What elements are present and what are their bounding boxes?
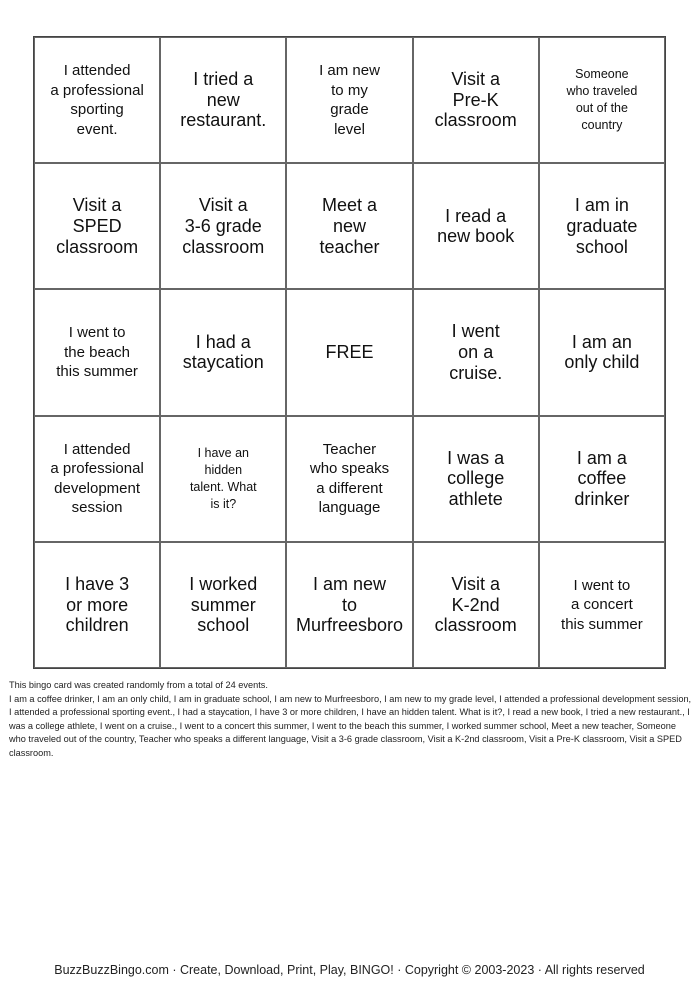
bingo-cell: Teacher who speaks a different language xyxy=(286,416,412,542)
bingo-cell: I attended a professional development session xyxy=(34,416,160,542)
bingo-cell: I was a college athlete xyxy=(413,416,539,542)
bingo-cell: I am new to my grade level xyxy=(286,37,412,163)
bingo-cell: Someone who traveled out of the country xyxy=(539,37,665,163)
bingo-cell: I am an only child xyxy=(539,289,665,415)
event-list: I am a coffee drinker, I am an only child, I am in graduate school, I am new to Murfreesboro, I am new to my grade level, I attended a professional development session, I attended a professional sporting event., I had a staycation, I have 3 or more children, I have an hidden talent. What is it?, I read a new book, I tried a new restaurant., I was a college athlete, I went on a cruise., I went to a concert this summer, I went to the beach this summer, I worked summer school, Meet a new teacher, Someone who traveled out of the country, Teacher who speaks a different language, Visit a 3-6 grade classroom, Visit a K-2nd classroom, Visit a Pre-K classroom, Visit a SPED classroom. xyxy=(9,693,692,758)
bingo-cell: I attended a professional sporting event. xyxy=(34,37,160,163)
card-info xyxy=(9,679,694,761)
bingo-cell: I had a staycation xyxy=(160,289,286,415)
bingo-cell: I am a coffee drinker xyxy=(539,416,665,542)
bingo-cell: Visit a SPED classroom xyxy=(34,163,160,289)
bingo-card-grid xyxy=(33,36,666,669)
bingo-cell: I am in graduate school xyxy=(539,163,665,289)
bingo-cell: Visit a K-2nd classroom xyxy=(413,542,539,668)
bingo-cell: Meet a new teacher xyxy=(286,163,412,289)
card-summary: This bingo card was created randomly from a total of 24 events. xyxy=(9,680,268,690)
bingo-cell-free: FREE xyxy=(286,289,412,415)
bingo-cell: I am new to Murfreesboro xyxy=(286,542,412,668)
bingo-cell: I went on a cruise. xyxy=(413,289,539,415)
bingo-cell: I went to the beach this summer xyxy=(34,289,160,415)
bingo-cell: I have 3 or more children xyxy=(34,542,160,668)
footer-copyright: BuzzBuzzBingo.com · Create, Download, Print, Play, BINGO! · Copyright © 2003-2023 · All rights reserved xyxy=(54,963,645,977)
bingo-cell: I tried a new restaurant. xyxy=(160,37,286,163)
bingo-cell: I have an hidden talent. What is it? xyxy=(160,416,286,542)
bingo-cell: Visit a 3-6 grade classroom xyxy=(160,163,286,289)
bingo-cell: I worked summer school xyxy=(160,542,286,668)
bingo-cell: I read a new book xyxy=(413,163,539,289)
bingo-cell: I went to a concert this summer xyxy=(539,542,665,668)
bingo-cell: Visit a Pre-K classroom xyxy=(413,37,539,163)
